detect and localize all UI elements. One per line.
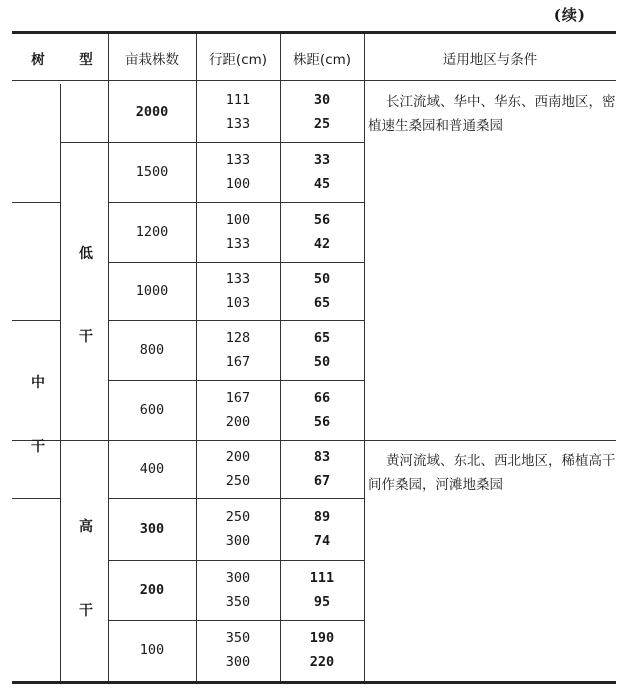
row-value: 200 — [225, 414, 251, 430]
row-value: 133 — [225, 116, 251, 132]
plant-value: 95 — [313, 594, 331, 610]
row-value: 167 — [225, 390, 251, 406]
plant-value: 56 — [313, 212, 331, 228]
plant-value: 67 — [313, 473, 331, 489]
row-spacing-cell — [208, 626, 268, 674]
table-bottom-rule — [12, 681, 616, 684]
label-middle-trunk-1: 中 — [31, 375, 45, 391]
conditions-text-1: 长江流域、华中、华东、西南地区，密植速生桑园和普通桑园 — [368, 94, 616, 134]
plant-value: 50 — [313, 354, 331, 370]
plant-value: 190 — [309, 630, 335, 646]
density-cell: 600 — [139, 402, 165, 418]
plant-value: 33 — [313, 152, 331, 168]
row-value: 111 — [225, 92, 251, 108]
row-value: 200 — [225, 449, 251, 465]
density-cell: 1000 — [135, 283, 169, 299]
row-value: 350 — [225, 594, 251, 610]
density-cell: 800 — [139, 342, 165, 358]
plant-spacing-cell — [292, 566, 352, 614]
table-top-rule — [12, 31, 616, 34]
plant-spacing-cell — [292, 267, 352, 315]
density-cell: 400 — [139, 461, 165, 477]
header-plant-spacing: 株距(cm) — [292, 52, 352, 68]
plant-value: 74 — [313, 533, 331, 549]
plant-spacing-cell — [292, 88, 352, 136]
row-value: 133 — [225, 152, 251, 168]
row-value: 350 — [225, 630, 251, 646]
label-high-trunk-2: 干 — [79, 603, 93, 619]
header-tree-type-1: 树 — [31, 52, 45, 68]
label-middle-trunk-2: 干 — [31, 439, 45, 455]
col-line-subtype — [60, 84, 61, 681]
row-spacing-cell — [208, 505, 268, 553]
plant-value: 45 — [313, 176, 331, 192]
density-cell: 300 — [139, 521, 165, 537]
density-cell: 2000 — [135, 104, 169, 120]
subtype-sep — [60, 142, 108, 143]
plant-spacing-cell — [292, 505, 352, 553]
plant-value: 50 — [313, 271, 331, 287]
row-spacing-cell — [208, 148, 268, 196]
row-spacing-cell — [208, 566, 268, 614]
row-value: 128 — [225, 330, 251, 346]
row-spacing-cell — [208, 445, 268, 493]
density-cell: 1200 — [135, 224, 169, 240]
header-bottom-line — [12, 80, 616, 81]
row-spacing-cell — [208, 267, 268, 315]
row-value: 250 — [225, 473, 251, 489]
header-density: 亩栽株数 — [125, 52, 179, 68]
plant-spacing-cell — [292, 208, 352, 256]
row-spacing-cell — [208, 326, 268, 374]
plant-value: 25 — [313, 116, 331, 132]
treetype-sep — [12, 202, 60, 203]
row-value: 250 — [225, 509, 251, 525]
row-value: 167 — [225, 354, 251, 370]
row-value: 100 — [225, 176, 251, 192]
row-value: 300 — [225, 533, 251, 549]
row-value: 300 — [225, 570, 251, 586]
density-cell: 200 — [139, 582, 165, 598]
continued-label: (续) — [553, 6, 586, 24]
plant-spacing-cell — [292, 326, 352, 374]
col-line-row — [280, 34, 281, 681]
plant-spacing-cell — [292, 445, 352, 493]
label-low-trunk-2: 干 — [79, 329, 93, 345]
density-cell: 1500 — [135, 164, 169, 180]
plant-spacing-cell — [292, 626, 352, 674]
row-spacing-cell — [208, 208, 268, 256]
plant-spacing-cell — [292, 148, 352, 196]
row-spacing-cell — [208, 88, 268, 136]
treetype-sep — [12, 498, 60, 499]
plant-value: 42 — [313, 236, 331, 252]
row-value: 300 — [225, 654, 251, 670]
conditions-text-2: 黄河流域、东北、西北地区，稀植高干间作桑园，河滩地桑园 — [368, 453, 616, 493]
row-value: 133 — [225, 236, 251, 252]
header-row-spacing: 行距(cm) — [208, 52, 268, 68]
header-tree-type-2: 型 — [79, 52, 93, 68]
subtype-sep — [60, 440, 108, 441]
plant-value: 111 — [309, 570, 335, 586]
plant-value: 65 — [313, 295, 331, 311]
plant-value: 30 — [313, 92, 331, 108]
label-low-trunk-1: 低 — [79, 246, 93, 262]
plant-value: 220 — [309, 654, 335, 670]
conditions-sep — [364, 440, 616, 441]
treetype-sep — [12, 320, 60, 321]
header-conditions: 适用地区与条件 — [442, 52, 538, 68]
plant-value: 83 — [313, 449, 331, 465]
col-line-density — [196, 34, 197, 681]
plant-value: 89 — [313, 509, 331, 525]
plant-value: 65 — [313, 330, 331, 346]
plant-spacing-cell — [292, 386, 352, 434]
density-cell: 100 — [139, 642, 165, 658]
row-value: 103 — [225, 295, 251, 311]
row-value: 133 — [225, 271, 251, 287]
col-line-plant — [364, 34, 365, 681]
label-high-trunk-1: 高 — [79, 519, 93, 535]
row-spacing-cell — [208, 386, 268, 434]
plant-value: 66 — [313, 390, 331, 406]
plant-value: 56 — [313, 414, 331, 430]
row-value: 100 — [225, 212, 251, 228]
